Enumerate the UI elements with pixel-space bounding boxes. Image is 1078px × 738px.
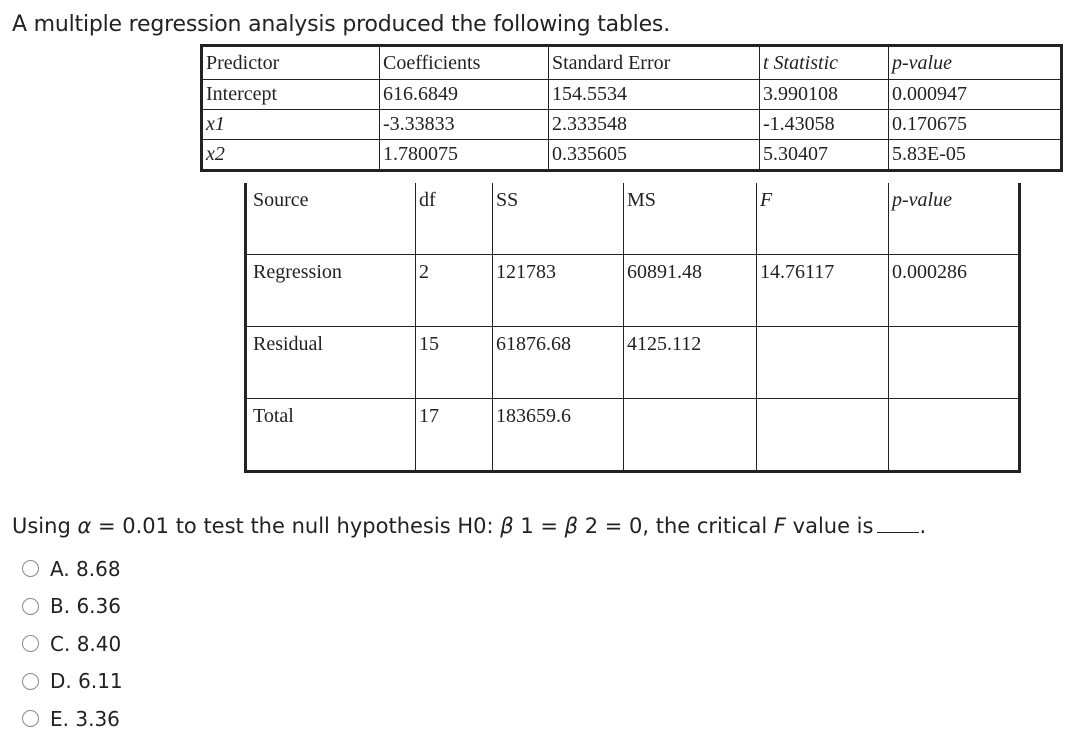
header-df: df (416, 183, 493, 255)
table-row (246, 327, 1020, 399)
option-label: C. 8.40 (50, 631, 122, 656)
header-coefficients: Coefficients (380, 46, 549, 80)
cell-source: Total (246, 399, 416, 472)
cell-ss: 61876.68 (493, 327, 624, 399)
option-label: B. 6.36 (50, 594, 121, 619)
f-symbol: F (773, 514, 786, 538)
table-row (246, 255, 1020, 327)
radio-button[interactable] (22, 710, 39, 727)
header-f: F (760, 189, 773, 211)
header-ss: SS (493, 183, 624, 255)
table-row (202, 110, 1062, 140)
alpha-symbol: α (77, 514, 92, 538)
question-part: = 0.01 to test the null hypothesis H0: (91, 514, 501, 538)
cell-predictor: Intercept (202, 80, 380, 110)
cell-df: 17 (416, 399, 493, 472)
question-prefix: Using (12, 514, 78, 538)
cell-t-statistic: 3.990108 (760, 80, 889, 110)
beta-symbol: β (500, 514, 514, 538)
option-label: D. 6.11 (50, 669, 123, 694)
coefficients-header-row (202, 46, 1062, 80)
cell-df: 15 (416, 327, 493, 399)
cell-coefficient: 616.6849 (380, 80, 549, 110)
option-a[interactable] (22, 550, 123, 588)
cell-standard-error: 2.333548 (549, 110, 760, 140)
cell-coefficient: -3.33833 (380, 110, 549, 140)
question-part: 1 = (513, 514, 565, 538)
answer-blank (877, 514, 919, 533)
cell-t-statistic: -1.43058 (760, 110, 889, 140)
header-p-value: p-value (892, 52, 952, 74)
cell-p-value: 0.000286 (889, 255, 1020, 327)
cell-t-statistic: 5.30407 (760, 140, 889, 171)
table-row (202, 80, 1062, 110)
option-b[interactable] (22, 588, 123, 626)
cell-f (757, 399, 889, 472)
cell-ms: 60891.48 (624, 255, 757, 327)
header-p-value: p-value (892, 189, 952, 211)
beta-symbol: β (564, 514, 579, 538)
cell-source: Residual (246, 327, 416, 399)
radio-button[interactable] (22, 673, 39, 690)
question-suffix: value is (785, 514, 874, 538)
option-c[interactable] (22, 625, 123, 663)
coefficients-table (200, 44, 1063, 172)
cell-standard-error: 0.335605 (549, 140, 760, 171)
cell-standard-error: 154.5534 (549, 80, 760, 110)
header-standard-error: Standard Error (549, 46, 760, 80)
anova-header-row (246, 183, 1020, 255)
anova-table (244, 183, 1021, 473)
option-label: E. 3.36 (50, 706, 120, 731)
question-part: 2 = 0, the critical (578, 514, 774, 538)
header-predictor: Predictor (202, 46, 380, 80)
option-d[interactable] (22, 663, 123, 701)
answer-options (22, 550, 123, 738)
cell-predictor: x2 (206, 143, 225, 165)
cell-ms (624, 399, 757, 472)
cell-p-value (889, 399, 1020, 472)
cell-f (757, 327, 889, 399)
cell-f: 14.76117 (757, 255, 889, 327)
cell-ss: 183659.6 (493, 399, 624, 472)
header-source: Source (246, 183, 416, 255)
header-t-statistic: t Statistic (763, 52, 838, 74)
radio-button[interactable] (22, 635, 39, 652)
cell-df: 2 (416, 255, 493, 327)
table-row (246, 399, 1020, 472)
cell-coefficient: 1.780075 (380, 140, 549, 171)
cell-source: Regression (246, 255, 416, 327)
cell-predictor: x1 (206, 113, 225, 135)
cell-p-value: 0.170675 (889, 110, 1062, 140)
cell-p-value (889, 327, 1020, 399)
cell-ms: 4125.112 (624, 327, 757, 399)
question-text: Using α = 0.01 to test the null hypothesis H0: β 1 = β 2 = 0, the critical F value is . (12, 514, 927, 538)
option-e[interactable] (22, 700, 123, 738)
radio-button[interactable] (22, 560, 39, 577)
cell-ss: 121783 (493, 255, 624, 327)
intro-text: A multiple regression analysis produced the following tables. (12, 12, 670, 37)
option-label: A. 8.68 (50, 556, 121, 581)
header-ms: MS (624, 183, 757, 255)
radio-button[interactable] (22, 598, 39, 615)
cell-p-value: 5.83E-05 (889, 140, 1062, 171)
table-row (202, 140, 1062, 171)
cell-p-value: 0.000947 (889, 80, 1062, 110)
